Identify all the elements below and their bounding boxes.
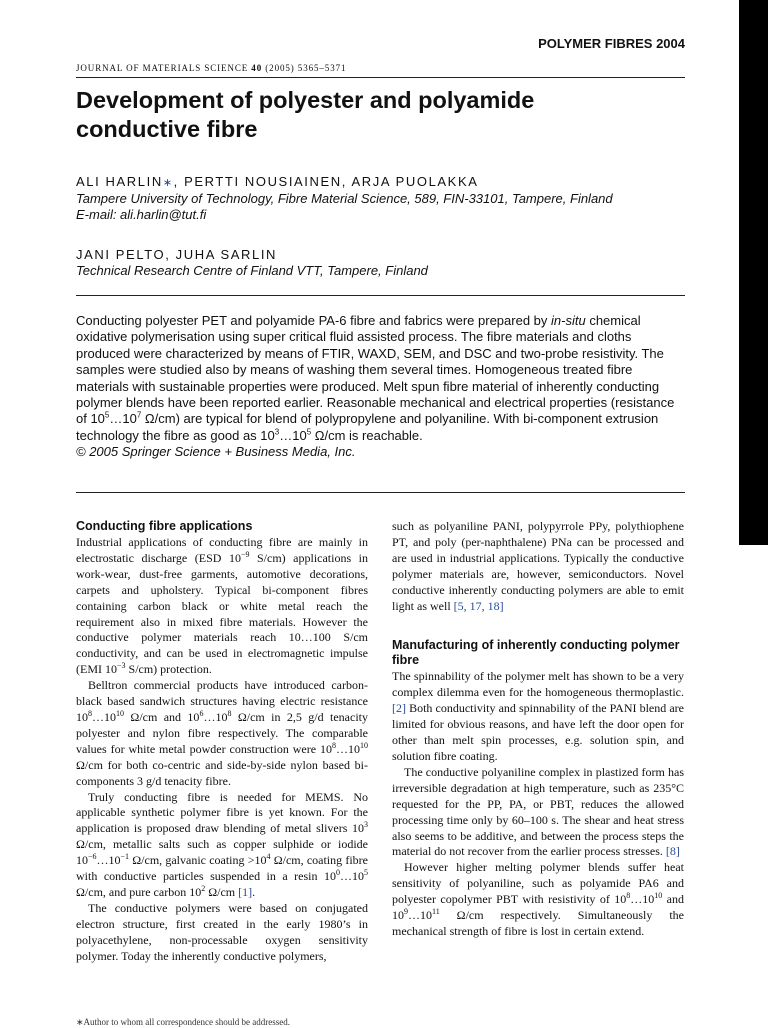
paragraph: Industrial applications of conducting fibre are mainly in electrostatic discharge (ESD $10^{-9}$ S/cm) applications in work-wear, dust-free garments, automotive decorations, carpets and upholstery. Typical bi-component fibres containing carbon black or white metal reach the requirement also in mixed fibre materials. However the conductive polymer materials reach 10…100 S/cm conductivity, and can be used in electromagnetic impulse (EMI $10^{-3}$ S/cm) protection. [76, 535, 368, 677]
series-label: POLYMER FIBRES 2004 [538, 36, 685, 51]
paragraph: Truly conducting fibre is needed for MEMS. No applicable synthetic polymer fibre is yet known. For the application is proposed draw blending of metal slivers $10^3$ Ω/cm, metallic salts such as copper sulphide or iodide $10^{-6}\dots 10^{-1}$ Ω/cm, galvanic coating $>10^4$ Ω/cm, coating fibre with conductive particles suspended in a resin $10^0\dots 10^5$ Ω/cm, and pure carbon $10^2$ Ω/cm [1]. [76, 789, 368, 899]
author-names-rest: , PERTTI NOUSIAINEN, ARJA PUOLAKKA [173, 174, 479, 189]
paragraph: Belltron commercial products have introduced carbon-black based sandwich structures having electric resistance $10^8\dots 10^{10}$ Ω/cm and $10^6\dots 10^8$ Ω/cm in 2,5 g/d tenacity polyester and nylon fibre respectively. The comparable values for white metal powder construction were $10^8\dots 10^{10}$ Ω/cm for both co-centric and side-by-side nylon based bi-components 3 g/d tenacity fibre. [76, 678, 368, 788]
abstract-text: …10 [279, 427, 307, 443]
section-heading-manufacturing: Manufacturing of inherently conducting polymer fibre [392, 638, 680, 668]
paper-title: Development of polyester and polyamide conductive fibre [76, 87, 535, 142]
paragraph: The spinnability of the polymer melt has shown to be a very complex dilemma even for the homogeneous thermoplastic. [2] Both conductivity and spinnability of the PANI blend are limited for obvious reasons, and have left the door open for other than melt spin processes, e.g. solution spin, and solution fibre coating. [392, 669, 684, 763]
abstract-text: Ω/cm is reachable. [311, 427, 423, 443]
abstract-italic: in-situ [551, 313, 586, 328]
copyright-line: © 2005 Springer Science + Business Media, Inc. [76, 444, 356, 460]
abstract-text: Ω/cm) are typical for blend of polypropylene and polyaniline. With bi-component extrusion technology the fibre as good as 10 [76, 411, 659, 443]
paragraph: such as polyaniline PANI, polypyrrole PPy, polythiophene PT, and poly (per-naphthalene) PNa can be processed and are used in industrial applications. Typically the conductive polymer materials are, however, semiconductors. Novel conductive inherently conducting polymers are able to emit light as well [5, 17, 18] [392, 519, 684, 613]
affiliation-1-text: Tampere University of Technology, Fibre Material Science, 589, FIN-33101, Tampere, Finland [76, 191, 613, 206]
paragraph: The conductive polyaniline complex in plastized form has irreversible degradation at high temperature, such as 235°C requested for the PP, PA, or PBT, reduces the allowed processing time only by 60–100 s. The shear and heat stress also seems to be additive, and between the process steps the material do not recover from the earlier process stresses. [8] [392, 764, 684, 859]
exponent: 5 [306, 427, 312, 437]
affiliation-2: Technical Research Centre of Finland VTT, Tampere, Finland [76, 263, 428, 278]
citation-link[interactable]: [2] [392, 701, 406, 716]
journal-issue: (2005) 5365–5371 [265, 63, 347, 73]
footnote: ∗Author to whom all correspondence should be addressed. [76, 1017, 290, 1027]
left-column [76, 519, 368, 964]
abstract-text: chemical oxidative polymerisation using super critical fluid assisted process. The fibre materials and cloths produced were characterized by means of FTIR, WAXD, SEM, and DSC and two-probe resistivity. The samples were studied also by means of washing them several times. Homogeneous treated fibre materials with sustainable properties were produced. Melt spun fibre material of inherently conducting polymer blends have been reported earlier. Reasonable mechanical and electrical properties (resistance of 10 [76, 313, 675, 427]
corresponding-author-link[interactable]: ∗ [162, 177, 174, 189]
section-gap [392, 614, 684, 638]
author-email[interactable]: E-mail: ali.harlin@tut.fi [76, 206, 207, 222]
citation-link[interactable]: [5, 17, 18] [453, 598, 504, 613]
right-column [392, 519, 684, 940]
author-name: ALI HARLIN [76, 174, 163, 189]
exponent: 3 [274, 427, 280, 437]
journal-citation [76, 63, 346, 73]
exponent: 5 [104, 411, 110, 421]
author-list-1 [76, 174, 478, 189]
citation-link[interactable]: [1] [238, 884, 253, 899]
paragraph: The conductive polymers were based on conjugated electron structure, first created in the early 1980’s in polyacethylene, non-processable oxygen sensitivity polymer. Today the inherently conductive polymers, [76, 900, 368, 963]
journal-volume: 40 [251, 63, 263, 73]
abstract-text: …10 [109, 411, 137, 427]
paragraph: However higher melting polymer blends suffer heat sensitivity of polyaniline, such as polyamide PA6 and polyester copolymer PBT with resistivity of $10^8\dots 10^{10}$ and $10^9\dots 10^{11}$ Ω/cm respectively. Simultaneously the mechanical strength of fibre is lost in certain extend. [392, 860, 684, 938]
abstract-top-rule [76, 295, 685, 296]
side-tab-bar [739, 0, 768, 545]
header-rule [76, 77, 685, 78]
abstract-bottom-rule [76, 492, 685, 493]
abstract [76, 313, 688, 461]
abstract-text: Conducting polyester PET and polyamide PA-6 fibre and fabrics were prepared by [76, 313, 552, 328]
section-heading-applications: Conducting fibre applications [76, 519, 253, 533]
affiliation-1 [76, 191, 676, 222]
exponent: 7 [136, 411, 142, 421]
journal-name: JOURNAL OF MATERIALS SCIENCE [76, 63, 249, 73]
citation-link[interactable]: [8] [665, 844, 680, 859]
author-list-2: JANI PELTO, JUHA SARLIN [76, 247, 278, 262]
